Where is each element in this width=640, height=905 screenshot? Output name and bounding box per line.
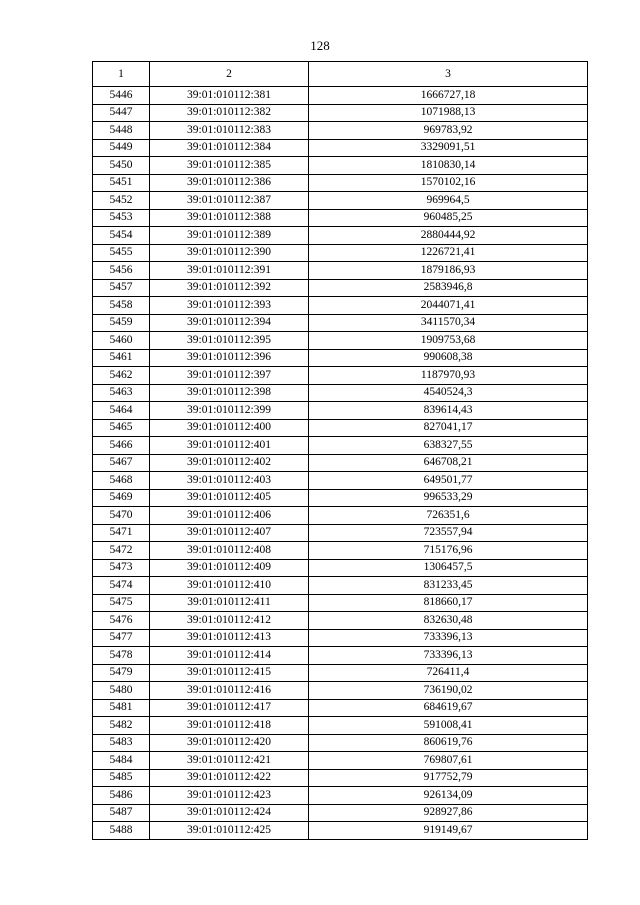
table-row bbox=[93, 279, 588, 297]
value-cell: 832630,48 bbox=[309, 612, 588, 630]
value-cell: 969964,5 bbox=[309, 192, 588, 210]
value-cell: 684619,67 bbox=[309, 699, 588, 717]
cadastral-number-cell: 39:01:010112:391 bbox=[150, 262, 309, 280]
row-number-cell: 5470 bbox=[93, 507, 150, 525]
table-header bbox=[93, 62, 588, 87]
row-number-cell: 5448 bbox=[93, 122, 150, 140]
cadastral-number-cell: 39:01:010112:417 bbox=[150, 699, 309, 717]
value-cell: 736190,02 bbox=[309, 682, 588, 700]
cadastral-number-cell: 39:01:010112:421 bbox=[150, 752, 309, 770]
value-cell: 827041,17 bbox=[309, 419, 588, 437]
value-cell: 2044071,41 bbox=[309, 297, 588, 315]
row-number-cell: 5449 bbox=[93, 139, 150, 157]
value-cell: 919149,67 bbox=[309, 822, 588, 840]
row-number-cell: 5473 bbox=[93, 559, 150, 577]
cadastral-number-cell: 39:01:010112:423 bbox=[150, 787, 309, 805]
cadastral-number-cell: 39:01:010112:392 bbox=[150, 279, 309, 297]
row-number-cell: 5452 bbox=[93, 192, 150, 210]
table-row bbox=[93, 752, 588, 770]
cadastral-number-cell: 39:01:010112:385 bbox=[150, 157, 309, 175]
row-number-cell: 5456 bbox=[93, 262, 150, 280]
table-row bbox=[93, 419, 588, 437]
table-row bbox=[93, 804, 588, 822]
row-number-cell: 5455 bbox=[93, 244, 150, 262]
row-number-cell: 5447 bbox=[93, 104, 150, 122]
value-cell: 960485,25 bbox=[309, 209, 588, 227]
table-row bbox=[93, 717, 588, 735]
table-row bbox=[93, 402, 588, 420]
value-cell: 638327,55 bbox=[309, 437, 588, 455]
cadastral-number-cell: 39:01:010112:381 bbox=[150, 87, 309, 105]
value-cell: 1570102,16 bbox=[309, 174, 588, 192]
cadastral-number-cell: 39:01:010112:397 bbox=[150, 367, 309, 385]
value-cell: 818660,17 bbox=[309, 594, 588, 612]
row-number-cell: 5481 bbox=[93, 699, 150, 717]
cadastral-number-cell: 39:01:010112:413 bbox=[150, 629, 309, 647]
header-row bbox=[93, 62, 588, 87]
table-row bbox=[93, 297, 588, 315]
row-number-cell: 5466 bbox=[93, 437, 150, 455]
value-cell: 917752,79 bbox=[309, 769, 588, 787]
row-number-cell: 5488 bbox=[93, 822, 150, 840]
row-number-cell: 5476 bbox=[93, 612, 150, 630]
table-row bbox=[93, 612, 588, 630]
cadastral-number-cell: 39:01:010112:394 bbox=[150, 314, 309, 332]
cadastral-number-cell: 39:01:010112:387 bbox=[150, 192, 309, 210]
row-number-cell: 5464 bbox=[93, 402, 150, 420]
value-cell: 3329091,51 bbox=[309, 139, 588, 157]
value-cell: 3411570,34 bbox=[309, 314, 588, 332]
cadastral-number-cell: 39:01:010112:402 bbox=[150, 454, 309, 472]
value-cell: 2880444,92 bbox=[309, 227, 588, 245]
table-row bbox=[93, 104, 588, 122]
value-cell: 996533,29 bbox=[309, 489, 588, 507]
table-row bbox=[93, 122, 588, 140]
cadastral-number-cell: 39:01:010112:405 bbox=[150, 489, 309, 507]
cadastral-number-cell: 39:01:010112:383 bbox=[150, 122, 309, 140]
value-cell: 1879186,93 bbox=[309, 262, 588, 280]
table-row bbox=[93, 454, 588, 472]
value-cell: 969783,92 bbox=[309, 122, 588, 140]
value-cell: 831233,45 bbox=[309, 577, 588, 595]
row-number-cell: 5472 bbox=[93, 542, 150, 560]
table-row bbox=[93, 664, 588, 682]
table-row bbox=[93, 349, 588, 367]
table-row bbox=[93, 332, 588, 350]
table-row bbox=[93, 472, 588, 490]
value-cell: 769807,61 bbox=[309, 752, 588, 770]
row-number-cell: 5478 bbox=[93, 647, 150, 665]
table-row bbox=[93, 174, 588, 192]
cadastral-number-cell: 39:01:010112:401 bbox=[150, 437, 309, 455]
column-header-number: 1 bbox=[93, 62, 150, 87]
row-number-cell: 5457 bbox=[93, 279, 150, 297]
table-row bbox=[93, 769, 588, 787]
cadastral-number-cell: 39:01:010112:415 bbox=[150, 664, 309, 682]
cadastral-number-cell: 39:01:010112:412 bbox=[150, 612, 309, 630]
value-cell: 726411,4 bbox=[309, 664, 588, 682]
table-row bbox=[93, 367, 588, 385]
row-number-cell: 5459 bbox=[93, 314, 150, 332]
value-cell: 1306457,5 bbox=[309, 559, 588, 577]
table-row bbox=[93, 244, 588, 262]
row-number-cell: 5467 bbox=[93, 454, 150, 472]
value-cell: 1071988,13 bbox=[309, 104, 588, 122]
row-number-cell: 5460 bbox=[93, 332, 150, 350]
value-cell: 1909753,68 bbox=[309, 332, 588, 350]
table-row bbox=[93, 699, 588, 717]
table-row bbox=[93, 157, 588, 175]
value-cell: 928927,86 bbox=[309, 804, 588, 822]
row-number-cell: 5482 bbox=[93, 717, 150, 735]
cadastral-number-cell: 39:01:010112:390 bbox=[150, 244, 309, 262]
cadastral-number-cell: 39:01:010112:398 bbox=[150, 384, 309, 402]
table-row bbox=[93, 559, 588, 577]
value-cell: 1666727,18 bbox=[309, 87, 588, 105]
cadastral-number-cell: 39:01:010112:395 bbox=[150, 332, 309, 350]
table-row bbox=[93, 524, 588, 542]
table-row bbox=[93, 542, 588, 560]
row-number-cell: 5480 bbox=[93, 682, 150, 700]
cadastral-number-cell: 39:01:010112:382 bbox=[150, 104, 309, 122]
cadastral-number-cell: 39:01:010112:422 bbox=[150, 769, 309, 787]
row-number-cell: 5471 bbox=[93, 524, 150, 542]
data-table bbox=[92, 61, 588, 840]
value-cell: 591008,41 bbox=[309, 717, 588, 735]
row-number-cell: 5469 bbox=[93, 489, 150, 507]
cadastral-number-cell: 39:01:010112:418 bbox=[150, 717, 309, 735]
cadastral-number-cell: 39:01:010112:406 bbox=[150, 507, 309, 525]
value-cell: 733396,13 bbox=[309, 647, 588, 665]
row-number-cell: 5462 bbox=[93, 367, 150, 385]
value-cell: 2583946,8 bbox=[309, 279, 588, 297]
row-number-cell: 5450 bbox=[93, 157, 150, 175]
row-number-cell: 5486 bbox=[93, 787, 150, 805]
cadastral-number-cell: 39:01:010112:399 bbox=[150, 402, 309, 420]
value-cell: 733396,13 bbox=[309, 629, 588, 647]
table-row bbox=[93, 437, 588, 455]
table-row bbox=[93, 822, 588, 840]
table-body bbox=[93, 87, 588, 840]
value-cell: 1187970,93 bbox=[309, 367, 588, 385]
row-number-cell: 5454 bbox=[93, 227, 150, 245]
cadastral-number-cell: 39:01:010112:424 bbox=[150, 804, 309, 822]
table-row bbox=[93, 87, 588, 105]
value-cell: 715176,96 bbox=[309, 542, 588, 560]
cadastral-number-cell: 39:01:010112:393 bbox=[150, 297, 309, 315]
row-number-cell: 5461 bbox=[93, 349, 150, 367]
table-row bbox=[93, 577, 588, 595]
column-header-value: 3 bbox=[309, 62, 588, 87]
value-cell: 926134,09 bbox=[309, 787, 588, 805]
row-number-cell: 5487 bbox=[93, 804, 150, 822]
value-cell: 726351,6 bbox=[309, 507, 588, 525]
cadastral-number-cell: 39:01:010112:414 bbox=[150, 647, 309, 665]
cadastral-number-cell: 39:01:010112:410 bbox=[150, 577, 309, 595]
cadastral-number-cell: 39:01:010112:400 bbox=[150, 419, 309, 437]
page-number: 128 bbox=[310, 38, 330, 53]
row-number-cell: 5483 bbox=[93, 734, 150, 752]
row-number-cell: 5453 bbox=[93, 209, 150, 227]
table-row bbox=[93, 314, 588, 332]
cadastral-number-cell: 39:01:010112:409 bbox=[150, 559, 309, 577]
cadastral-number-cell: 39:01:010112:420 bbox=[150, 734, 309, 752]
table-row bbox=[93, 384, 588, 402]
table-row bbox=[93, 647, 588, 665]
table-row bbox=[93, 682, 588, 700]
column-header-cadastral: 2 bbox=[150, 62, 309, 87]
value-cell: 860619,76 bbox=[309, 734, 588, 752]
value-cell: 4540524,3 bbox=[309, 384, 588, 402]
value-cell: 646708,21 bbox=[309, 454, 588, 472]
cadastral-number-cell: 39:01:010112:403 bbox=[150, 472, 309, 490]
value-cell: 723557,94 bbox=[309, 524, 588, 542]
table-row bbox=[93, 594, 588, 612]
cadastral-number-cell: 39:01:010112:384 bbox=[150, 139, 309, 157]
cadastral-number-cell: 39:01:010112:388 bbox=[150, 209, 309, 227]
table-row bbox=[93, 489, 588, 507]
value-cell: 649501,77 bbox=[309, 472, 588, 490]
table-row bbox=[93, 139, 588, 157]
row-number-cell: 5475 bbox=[93, 594, 150, 612]
row-number-cell: 5484 bbox=[93, 752, 150, 770]
cadastral-number-cell: 39:01:010112:389 bbox=[150, 227, 309, 245]
row-number-cell: 5474 bbox=[93, 577, 150, 595]
table-row bbox=[93, 262, 588, 280]
table-row bbox=[93, 192, 588, 210]
cadastral-number-cell: 39:01:010112:425 bbox=[150, 822, 309, 840]
row-number-cell: 5479 bbox=[93, 664, 150, 682]
cadastral-number-cell: 39:01:010112:407 bbox=[150, 524, 309, 542]
table-row bbox=[93, 209, 588, 227]
value-cell: 1226721,41 bbox=[309, 244, 588, 262]
table-row bbox=[93, 734, 588, 752]
table-row bbox=[93, 507, 588, 525]
value-cell: 990608,38 bbox=[309, 349, 588, 367]
cadastral-number-cell: 39:01:010112:408 bbox=[150, 542, 309, 560]
cadastral-number-cell: 39:01:010112:396 bbox=[150, 349, 309, 367]
row-number-cell: 5463 bbox=[93, 384, 150, 402]
table-row bbox=[93, 629, 588, 647]
table-row bbox=[93, 787, 588, 805]
cadastral-number-cell: 39:01:010112:386 bbox=[150, 174, 309, 192]
cadastral-number-cell: 39:01:010112:416 bbox=[150, 682, 309, 700]
row-number-cell: 5485 bbox=[93, 769, 150, 787]
value-cell: 839614,43 bbox=[309, 402, 588, 420]
row-number-cell: 5465 bbox=[93, 419, 150, 437]
cadastral-number-cell: 39:01:010112:411 bbox=[150, 594, 309, 612]
row-number-cell: 5468 bbox=[93, 472, 150, 490]
row-number-cell: 5446 bbox=[93, 87, 150, 105]
row-number-cell: 5451 bbox=[93, 174, 150, 192]
value-cell: 1810830,14 bbox=[309, 157, 588, 175]
table-row bbox=[93, 227, 588, 245]
row-number-cell: 5477 bbox=[93, 629, 150, 647]
row-number-cell: 5458 bbox=[93, 297, 150, 315]
